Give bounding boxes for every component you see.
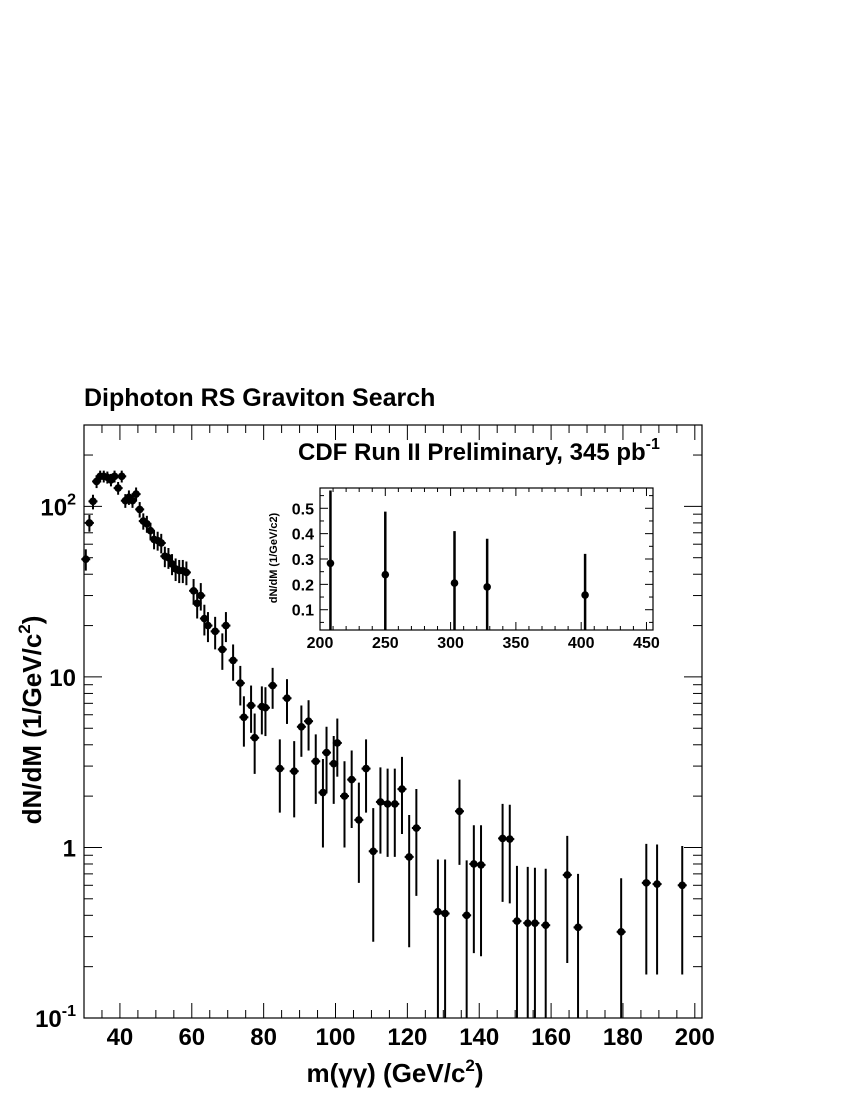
x-axis-title [306, 1056, 483, 1088]
y-axis-title-text: dN/dM (1/GeV/c [17, 633, 47, 825]
data-point [290, 741, 299, 817]
x-tick-label: 160 [531, 1024, 572, 1051]
marker [391, 800, 399, 808]
x-tick-label: 180 [602, 1024, 643, 1051]
inset-marker [327, 560, 335, 568]
x-tick-label: 80 [250, 1024, 278, 1051]
marker [653, 880, 661, 888]
y-tick-label [35, 1003, 76, 1033]
marker [305, 717, 313, 725]
inset-x-tick-label: 300 [437, 635, 464, 652]
inset-x-tick-label: 450 [633, 635, 660, 652]
x-axis-title-text: m(γγ) (GeV/c [306, 1058, 466, 1088]
marker [470, 860, 478, 868]
marker [247, 702, 255, 710]
inset-x-tick-label: 250 [371, 635, 399, 652]
data-point [340, 761, 349, 847]
data-point [469, 825, 478, 953]
marker [118, 473, 126, 481]
inset-x-tick-label: 350 [502, 635, 530, 652]
data-point [347, 751, 356, 828]
marker [157, 539, 165, 547]
data-point [405, 815, 414, 947]
marker [355, 816, 363, 824]
data-point [653, 845, 662, 975]
data-point [523, 867, 532, 1018]
data-point [88, 495, 97, 510]
marker [398, 785, 406, 793]
marker [229, 657, 237, 665]
marker [524, 919, 532, 927]
marker [563, 871, 571, 879]
y-tick-label-sup: -1 [61, 1003, 76, 1020]
run-annotation-text: CDF Run II Preliminary, 345 pb [298, 439, 646, 466]
data-point [362, 739, 371, 812]
inset-marker [381, 571, 389, 579]
data-point [85, 515, 94, 532]
marker [86, 519, 94, 527]
data-point [441, 859, 450, 1018]
y-tick-label [40, 491, 76, 521]
data-point [376, 767, 385, 853]
marker [405, 853, 413, 861]
data-point [678, 846, 687, 974]
marker [89, 498, 97, 506]
y-axis-title-sup: 2 [15, 624, 34, 634]
marker [499, 835, 507, 843]
marker [136, 506, 144, 514]
y-axis-title [15, 616, 47, 825]
y-axis-title-end: ) [17, 615, 47, 625]
run-annotation [298, 436, 660, 466]
marker [204, 622, 212, 630]
inset-x-tick-label: 200 [306, 635, 334, 652]
marker [456, 807, 464, 815]
data-point [114, 482, 123, 495]
data-point [275, 739, 284, 812]
marker [441, 910, 449, 918]
data-point [283, 679, 292, 724]
marker [183, 569, 191, 577]
marker [369, 847, 377, 855]
marker [240, 713, 248, 721]
marker [262, 704, 270, 712]
data-point [574, 874, 583, 1018]
data-point [433, 859, 442, 1018]
marker [269, 682, 277, 690]
marker [111, 473, 119, 481]
y-tick-label [63, 835, 76, 862]
data-point [117, 471, 126, 483]
marker [298, 723, 306, 731]
marker [477, 861, 485, 869]
inset-y-tick-label: 0.5 [291, 501, 314, 519]
inset-y-tick-label: 0.4 [291, 526, 314, 544]
marker [413, 824, 421, 832]
inset-marker [581, 591, 589, 599]
y-tick-label-sup: 2 [67, 491, 76, 509]
data-point [211, 617, 220, 650]
data-point [642, 844, 651, 975]
marker [290, 767, 298, 775]
marker [323, 749, 331, 757]
marker [678, 881, 686, 889]
x-axis-title-sup: 2 [465, 1056, 475, 1075]
marker [513, 917, 521, 925]
marker [197, 592, 205, 600]
chart-title: Diphoton RS Graviton Search [84, 384, 436, 412]
data-point [462, 860, 471, 1018]
data-point [505, 805, 514, 904]
y-tick-label [49, 665, 76, 692]
data-point [530, 868, 539, 1018]
data-point [229, 644, 238, 680]
x-tick-label: 60 [178, 1024, 206, 1051]
marker [251, 734, 259, 742]
inset-marker [451, 579, 459, 587]
marker [643, 879, 651, 887]
marker [574, 924, 582, 932]
marker [463, 912, 471, 920]
data-point [397, 757, 406, 834]
y-tick-label-base: 1 [62, 835, 76, 863]
marker [341, 792, 349, 800]
marker [617, 928, 625, 936]
data-point [512, 866, 521, 1018]
x-tick-label: 40 [106, 1024, 134, 1051]
marker [219, 646, 227, 654]
marker [283, 694, 291, 702]
marker [531, 919, 539, 927]
data-point [412, 789, 421, 896]
marker [348, 776, 356, 784]
inset-y-axis-title: dN/dM (1/GeV/c2) [268, 512, 280, 604]
data-point [304, 700, 313, 750]
y-tick-label-base: 10 [35, 1006, 62, 1033]
data-point [498, 804, 507, 902]
inset-y-tick-label: 0.2 [291, 577, 314, 595]
marker [542, 921, 550, 929]
data-point [617, 878, 626, 1018]
y-tick-label-base: 10 [49, 664, 76, 692]
data-point [354, 783, 363, 883]
marker [82, 555, 90, 563]
data-point [563, 836, 572, 963]
x-tick-label: 140 [459, 1024, 500, 1051]
data-point [455, 780, 464, 865]
inset-y-tick-label: 0.1 [291, 602, 314, 620]
marker [434, 908, 442, 916]
marker [132, 490, 140, 498]
run-annotation-sup: -1 [645, 436, 660, 453]
marker [377, 798, 385, 806]
inset-y-tick-label: 0.3 [291, 552, 314, 569]
data-point [268, 668, 277, 709]
y-tick-label-base: 10 [40, 494, 68, 522]
data-point [369, 808, 378, 942]
data-point [390, 769, 399, 857]
inset-y-tick-labels [292, 501, 314, 619]
x-tick-label: 120 [387, 1024, 428, 1051]
marker [211, 628, 219, 636]
inset-marker [483, 583, 491, 591]
x-tick-label: 100 [315, 1024, 356, 1051]
x-axis-title-end: ) [474, 1058, 484, 1088]
data-point [477, 825, 486, 956]
data-point [541, 869, 550, 1018]
marker [362, 765, 370, 773]
marker [312, 758, 320, 766]
x-tick-label: 200 [674, 1024, 715, 1051]
marker [384, 800, 392, 808]
marker [236, 679, 244, 687]
marker [114, 484, 122, 492]
marker [334, 739, 342, 747]
marker [506, 835, 514, 843]
data-point [81, 549, 90, 570]
inset-x-tick-labels [307, 635, 660, 652]
marker [276, 765, 284, 773]
data-point [383, 769, 392, 857]
data-point [297, 705, 306, 756]
marker [222, 622, 230, 630]
inset-x-tick-label: 400 [567, 635, 595, 652]
main-x-tick-labels [107, 1024, 715, 1051]
